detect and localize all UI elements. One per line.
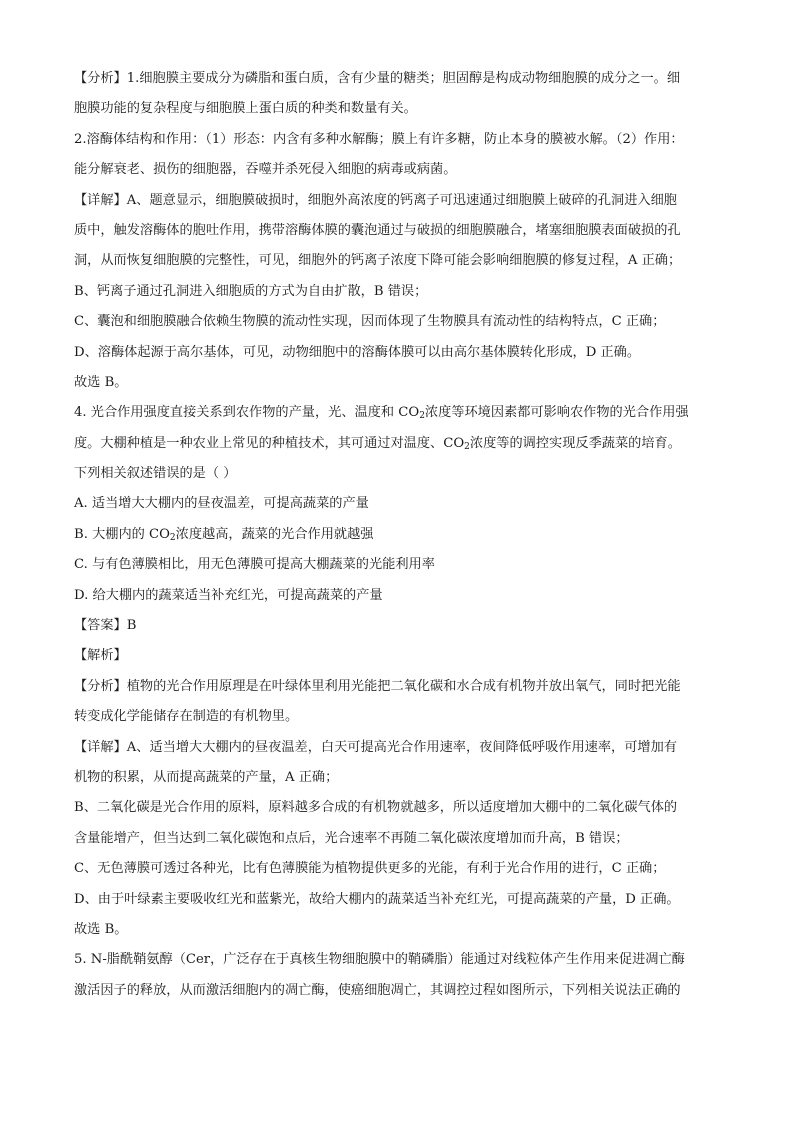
paragraph-line: 含量能增产，但当达到二氧化碳饱和点后，光合速率不再随二氧化碳浓度增加而升高，B 错误； xyxy=(74,830,629,846)
paragraph-line: B、二氧化碳是光合作用的原料，原料越多合成的有机物就越多，所以适度增加大棚中的二氧化碳气体的 xyxy=(74,800,678,816)
answer-label: 【答案】B xyxy=(74,618,137,634)
paragraph-line: D、溶酶体起源于高尔基体，可见，动物细胞中的溶酶体膜可以由高尔基体膜转化形成，D 正确。 xyxy=(74,344,641,360)
subscript: 2 xyxy=(464,441,470,452)
question-5-stem-line: 5. N-脂酰鞘氨醇（Cer，广泛存在于真核生物细胞膜中的鞘磷脂）能通过对线粒体产生作用来促进凋亡酶 xyxy=(74,952,685,968)
paragraph-line: 【分析】植物的光合作用原理是在叶绿体里利用光能把二氧化碳和水合成有机物并放出氧气，同时把光能 xyxy=(74,678,681,694)
paragraph-line: 能分解衰老、损伤的细胞器，吞噬并杀死侵入细胞的病毒或病菌。 xyxy=(74,162,457,178)
option-c: C. 与有色薄膜相比，用无色薄膜可提高大棚蔬菜的光能利用率 xyxy=(74,557,435,573)
option-b: B. 大棚内的 $CO_2$浓度越高，蔬菜的光合作用就越强 xyxy=(74,526,374,543)
question-4-stem-line-3: 下列相关叙述错误的是（ ） xyxy=(74,466,237,482)
document-content xyxy=(74,64,722,1006)
paragraph-line: 【详解】A、题意显示，细胞膜破损时，细胞外高浓度的钙离子可迅速通过细胞膜上破碎的孔洞进入细胞 xyxy=(74,192,677,208)
question-5-stem-line: 激活因子的释放，从而激活细胞内的凋亡酶，使癌细胞凋亡，其调控过程如图所示，下列相关说法正确的 xyxy=(74,982,681,998)
question-4-stem-line-2: 度。大棚种植是一种农业上常见的种植技术，其可通过对温度、$CO_2$浓度等的调控实现反季蔬菜的培育。 xyxy=(74,435,681,452)
subscript: 2 xyxy=(169,532,176,543)
paragraph-line: 胞膜功能的复杂程度与细胞膜上蛋白质的种类和数量有关。 xyxy=(74,101,417,117)
analysis-heading: 【解析】 xyxy=(74,648,127,664)
paragraph-line: 【详解】A、适当增大大棚内的昼夜温差，白天可提高光合作用速率，夜间降低呼吸作用速率，可增加有 xyxy=(74,739,677,755)
paragraph-line: D、由于叶绿素主要吸收红光和蓝紫光，故给大棚内的蔬菜适当补充红光，可提高蔬菜的产量，D 正确。 xyxy=(74,891,680,907)
option-a: A. 适当增大大棚内的昼夜温差，可提高蔬菜的产量 xyxy=(74,496,369,512)
subscript: 2 xyxy=(419,411,425,422)
paragraph-line: C、无色薄膜可透过各种光，比有色薄膜能为植物提供更多的光能，有利于光合作用的进行，C 正确； xyxy=(74,861,666,877)
paragraph-line: 机物的积累，从而提高蔬菜的产量，A 正确； xyxy=(74,769,339,785)
paragraph-line: 转变成化学能储存在制造的有机物里。 xyxy=(74,709,299,725)
paragraph-line: C、囊泡和细胞膜融合依赖生物膜的流动性实现，因而体现了生物膜具有流动性的结构特点，C 正确； xyxy=(74,314,666,330)
paragraph-line: B、钙离子通过孔洞进入细胞质的方式为自由扩散，B 错误； xyxy=(74,283,428,299)
paragraph-line: 洞，从而恢复细胞膜的完整性，可见，细胞外的钙离子浓度下降可能会影响细胞膜的修复过程，A 正确； xyxy=(74,253,682,269)
option-d: D. 给大棚内的蔬菜适当补充红光，可提高蔬菜的产量 xyxy=(74,587,383,603)
paragraph-line: 质中，触发溶酶体的胞吐作用，携带溶酶体膜的囊泡通过与破损的细胞膜融合，堵塞细胞膜表面破损的孔 xyxy=(74,222,681,238)
paragraph-line: 故选 B。 xyxy=(74,921,128,937)
paragraph-line: 故选 B。 xyxy=(74,374,128,390)
paragraph-line: 【分析】1.细胞膜主要成分为磷脂和蛋白质，含有少量的糖类；胆固醇是构成动物细胞膜的成分之一。细 xyxy=(74,71,681,86)
paragraph-line: 2.溶酶体结构和作用：（1）形态：内含有多种水解酶；膜上有许多糖，防止本身的膜被水解。（2）作用： xyxy=(74,131,684,147)
question-4-stem-line-1: 4. 光合作用强度直接关系到农作物的产量，光、温度和 $CO_2$浓度等环境因素都可影响农作物的光合作用强 xyxy=(74,405,689,422)
